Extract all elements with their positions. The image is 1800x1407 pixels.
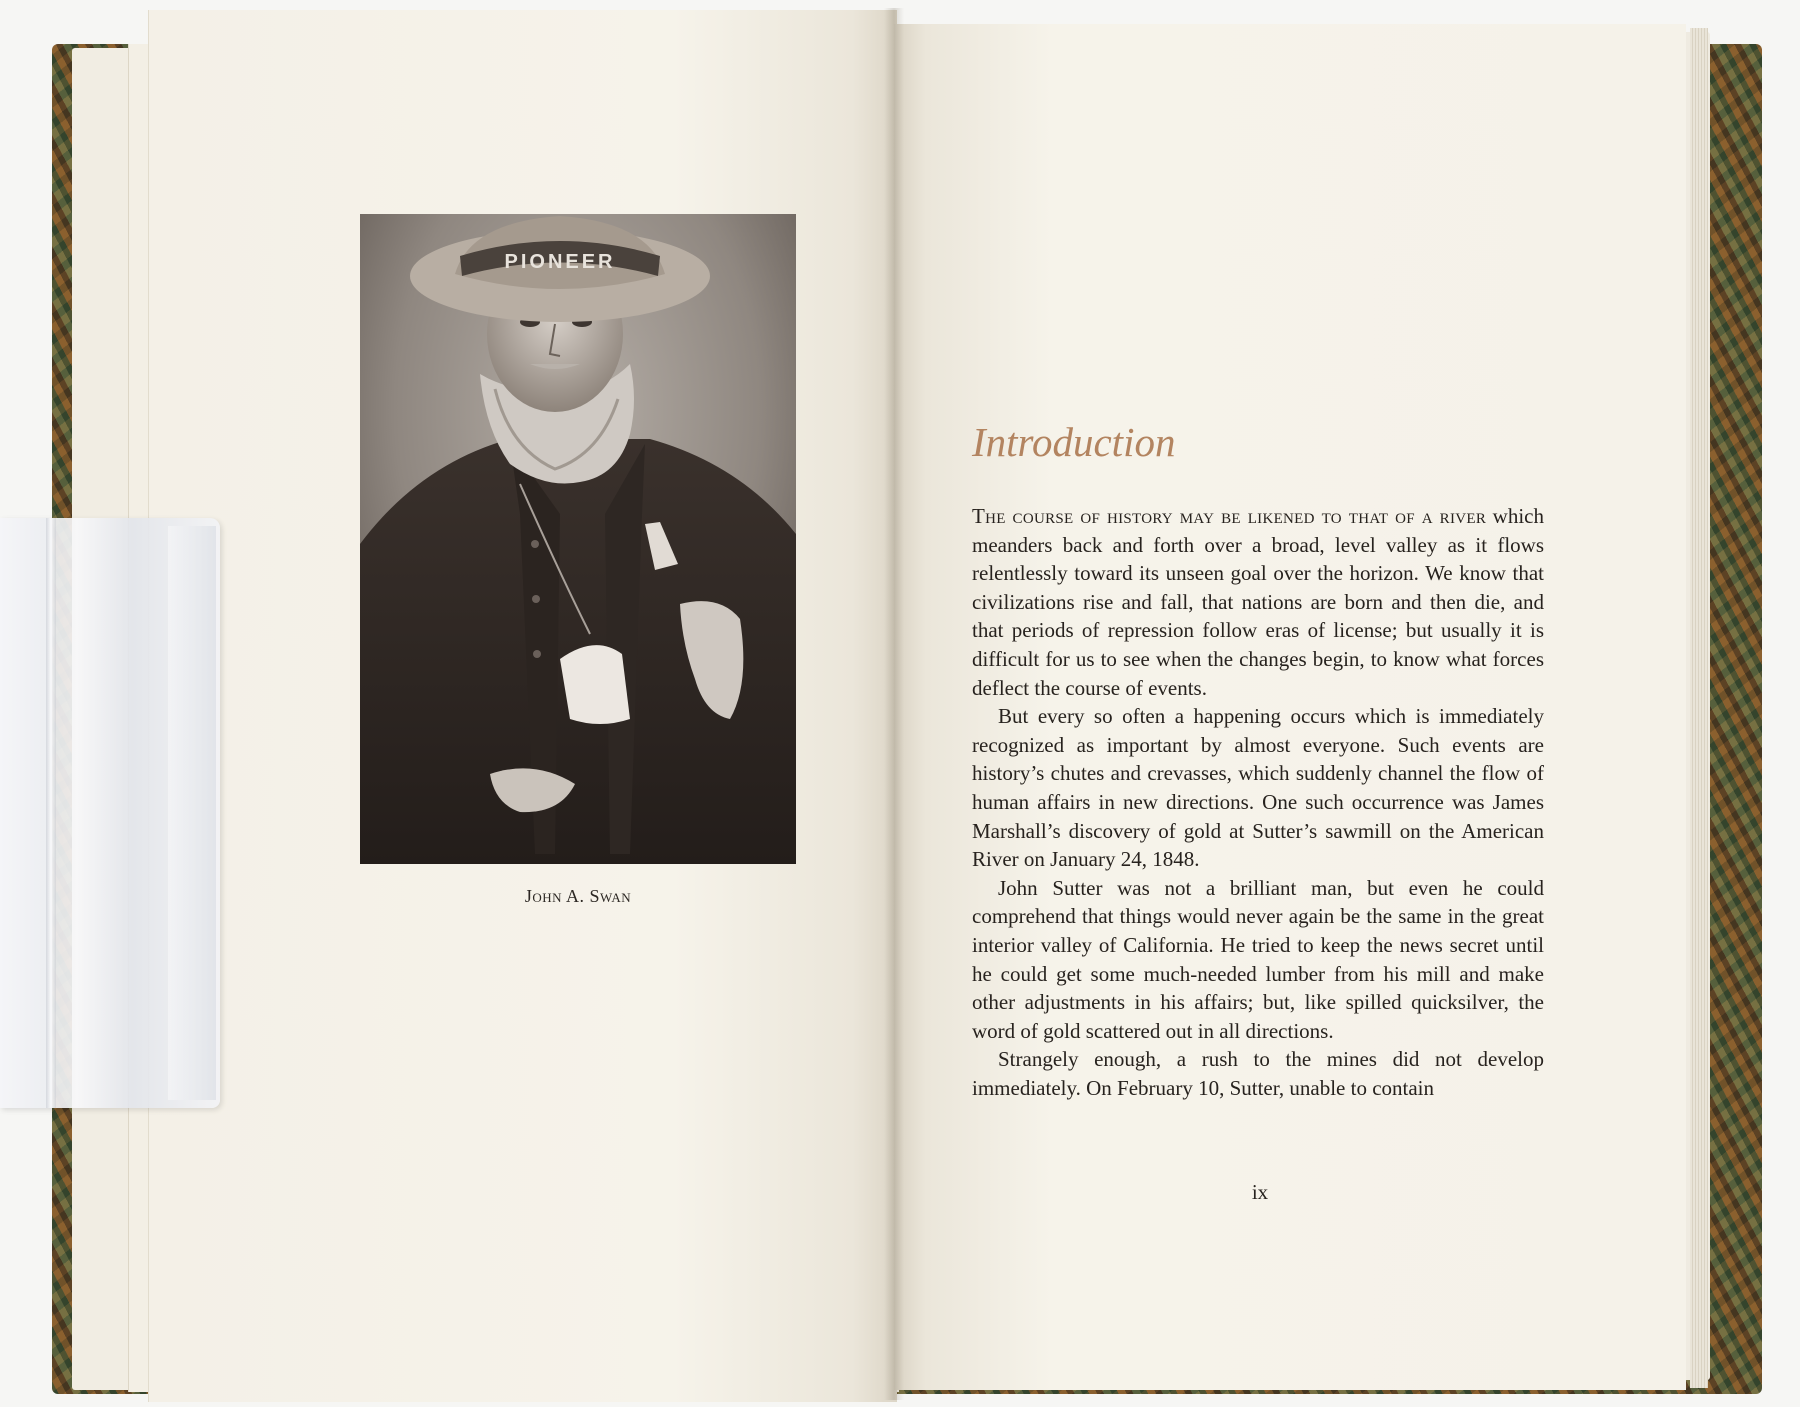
paragraph-1-lead-in: The course of history may be likened to that of a river [972, 504, 1487, 528]
chapter-heading: Introduction [972, 419, 1176, 465]
introduction-body [972, 502, 1544, 1102]
paragraph-1-text: which meanders back and forth over a broad, level valley as it flows relentlessly toward its unseen goal over the horizon. We know that civilizations rise and fall, that nations are born and then die, and that periods of repression follow eras of license; but usually it is difficult for us to see when the changes begin, to know what forces deflect the course of events. [972, 504, 1544, 700]
acrylic-book-weight [0, 518, 220, 1108]
paragraph-4: Strangely enough, a rush to the mines did not develop immediately. On February 10, Sutter, unable to contain [972, 1047, 1544, 1100]
paragraph-1 [972, 502, 1544, 702]
right-page-edges [1690, 28, 1708, 1388]
book-gutter [884, 8, 904, 1400]
photo-caption: John A. Swan [524, 886, 632, 906]
paragraph-2: But every so often a happening occurs which is immediately recognized as important by almost everyone. Such events are history’s chutes and crevasses, which suddenly channel the flow of human affairs in new directions. One such occurrence was James Marshall’s discovery of gold at Sutter’s sawmill on the American River on January 24, 1848. [972, 704, 1544, 872]
page-number: ix [1251, 1180, 1269, 1204]
paragraph-3: John Sutter was not a brilliant man, but even he could comprehend that things would never again be the same in the great interior valley of California. He tried to keep the news secret until he could get some much-needed lumber from his mill and make other adjustments in his affairs; but, like spilled quicksilver, the word of gold scattered out in all directions. [972, 875, 1544, 1043]
hat-band-lettering: PIONEER [504, 251, 616, 273]
portrait-photograph [360, 214, 796, 864]
